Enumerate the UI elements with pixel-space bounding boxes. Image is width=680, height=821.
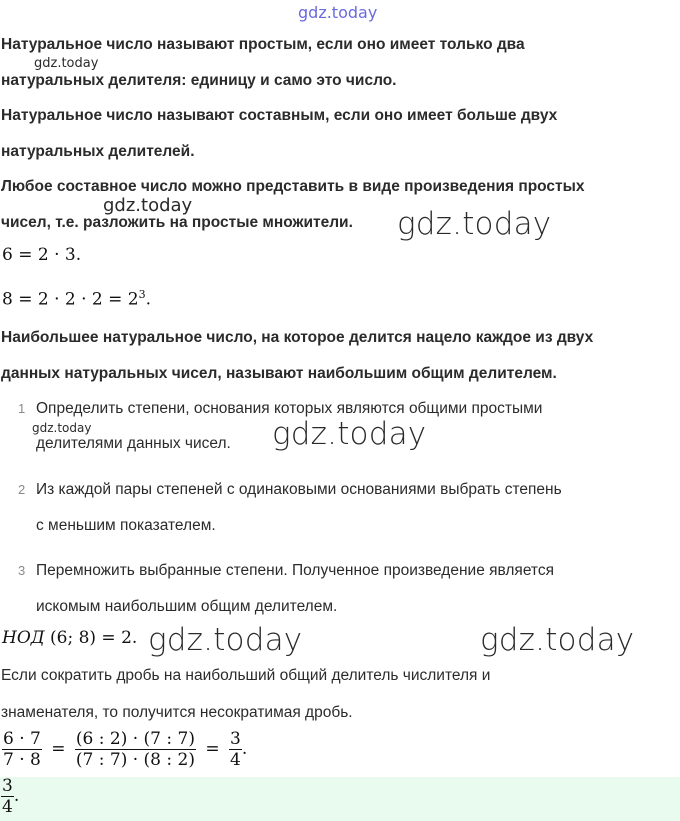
example-eight-exponent: 3 (138, 288, 146, 301)
fraction-2-denominator: (7 : 7) · (8 : 2) (75, 750, 195, 770)
gcd-result-args: (6; 8) = 2. (50, 628, 138, 648)
watermark-small-1: gdz.today (34, 56, 99, 71)
answer-frac (1, 776, 14, 817)
answer-fraction (1, 776, 19, 817)
example-eight (2, 288, 151, 310)
gcd-result (2, 628, 137, 648)
fraction-2 (75, 729, 196, 770)
step-3-line2: искомым наибольшим общим делителем. (36, 598, 338, 615)
prime-definition-line1: Натуральное число называют простым, если оно имеет только два (1, 36, 525, 53)
answer-numerator: 3 (2, 776, 13, 796)
answer-denominator: 4 (2, 797, 13, 817)
fraction-equation-end: . (241, 739, 248, 759)
fraction-3-numerator: 3 (230, 729, 241, 749)
equals-1: = (51, 739, 66, 759)
fraction-3-denominator: 4 (230, 750, 241, 770)
watermark-top: gdz.today (298, 3, 378, 22)
step-3-line1: Перемножить выбранные степени. Полученное произведение является (36, 562, 555, 579)
gcd-result-label: НОД (2, 628, 45, 648)
answer-end: . (13, 786, 20, 806)
fraction-3 (229, 729, 242, 770)
watermark-large-4: gdz.today (480, 622, 635, 658)
gcd-definition-line2: данных натуральных чисел, называют наибольшим общим делителем. (1, 365, 557, 382)
step-2-line1: Из каждой пары степеней с одинаковыми основаниями выбрать степень (36, 481, 562, 498)
example-eight-end: . (145, 289, 152, 310)
fraction-1 (2, 729, 42, 770)
watermark-large-2: gdz.today (272, 416, 427, 452)
example-six: 6 = 2 · 3. (2, 245, 82, 265)
fraction-equation (2, 729, 247, 770)
fraction-2-numerator: (6 : 2) · (7 : 7) (75, 729, 195, 749)
step-3-number: 3 (18, 563, 26, 578)
step-1-line2: делителями данных чисел. (36, 435, 231, 452)
watermark-small-3: gdz.today (32, 421, 92, 435)
composite-definition-line1: Натуральное число называют составным, если оно имеет больше двух (1, 107, 558, 124)
equals-2: = (205, 739, 220, 759)
fraction-1-numerator: 6 · 7 (3, 729, 41, 749)
step-1-number: 1 (18, 401, 26, 416)
answer-band (0, 777, 680, 821)
fraction-1-denominator: 7 · 8 (3, 750, 41, 770)
watermark-large-3: gdz.today (148, 622, 303, 658)
example-eight-base: 8 = 2 · 2 · 2 = 2 (2, 289, 139, 310)
factorization-line2: чисел, т.е. разложить на простые множители. (1, 214, 353, 231)
watermark-large-1: gdz.today (397, 206, 552, 242)
step-1-line1: Определить степени, основания которых являются общими простыми (36, 400, 543, 417)
step-2-number: 2 (18, 482, 26, 497)
watermark-small-2: gdz.today (103, 195, 193, 216)
step-2-line2: с меньшим показателем. (36, 517, 216, 534)
factorization-line1: Любое составное число можно представить в виде произведения простых (1, 178, 585, 195)
composite-definition-line2: натуральных делителей. (1, 143, 195, 160)
fraction-note-line2: знаменателя, то получится несократимая дробь. (1, 704, 353, 721)
gcd-definition-line1: Наибольшее натуральное число, на которое делится нацело каждое из двух (1, 329, 594, 346)
fraction-note-line1: Если сократить дробь на наибольший общий делитель числителя и (1, 667, 491, 684)
prime-definition-line2: натуральных делителя: единицу и само это число. (1, 72, 397, 89)
